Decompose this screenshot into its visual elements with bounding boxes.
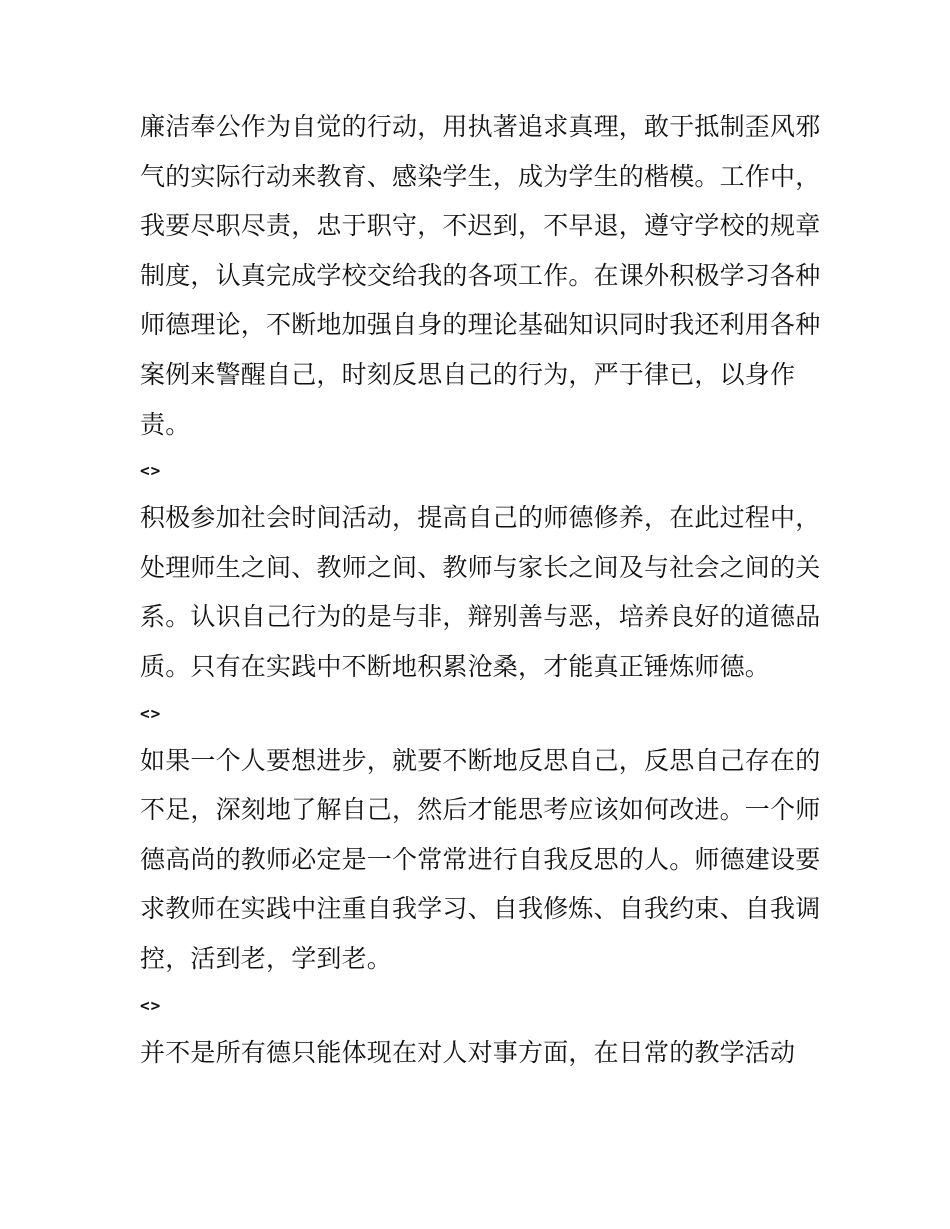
text-line: 我要尽职尽责，忠于职守，不迟到，不早退，遵守学校的规章 [140,211,821,241]
text-line: 并不是所有德只能体现在对人对事方面，在日常的教学活动 [140,1037,796,1067]
text-line: 如果一个人要想进步，就要不断地反思自己，反思自己存在的 [140,745,821,775]
text-line: 德高尚的教师必定是一个常常进行自我反思的人。师德建设要 [140,844,821,874]
text-line: 气的实际行动来教育、感染学生，成为学生的楷模。工作中， [140,161,821,191]
text-line: 质。只有在实践中不断地积累沧桑，才能真正锤炼师德。 [140,651,771,681]
text-line: 积极参加社会时间活动，提高自己的师德修养，在此过程中， [140,503,821,533]
text-line: 系。认识自己行为的是与非，辩别善与恶，培养良好的道德品 [140,602,821,632]
text-line: 廉洁奉公作为自觉的行动，用执著追求真理，敢于抵制歪风邪 [140,112,821,141]
paragraph-separator: <> [140,461,162,481]
text-line: 处理师生之间、教师之间、教师与家长之间及与社会之间的关 [140,552,821,582]
text-line: 求教师在实践中注重自我学习、自我修炼、自我约束、自我调 [140,894,821,924]
text-line: 案例来警醒自己，时刻反思自己的行为，严于律已，以身作 [140,359,796,389]
text-column [140,102,820,1077]
text-line: 师德理论，不断地加强自身的理论基础知识同时我还利用各种 [140,310,821,340]
text-line: 控，活到老，学到老。 [140,943,393,973]
paragraph-4 [140,1028,820,1078]
text-line: 制度，认真完成学校交给我的各项工作。在课外积极学习各种 [140,260,821,290]
paragraph-separator: <> [140,995,162,1015]
text-line: 责。 [140,409,191,439]
paragraph-1 [140,102,820,449]
paragraph-separator: <> [140,703,162,723]
paragraph-2 [140,493,820,691]
text-line: 不足，深刻地了解自己，然后才能思考应该如何改进。一个师 [140,795,821,825]
paragraph-3 [140,736,820,984]
